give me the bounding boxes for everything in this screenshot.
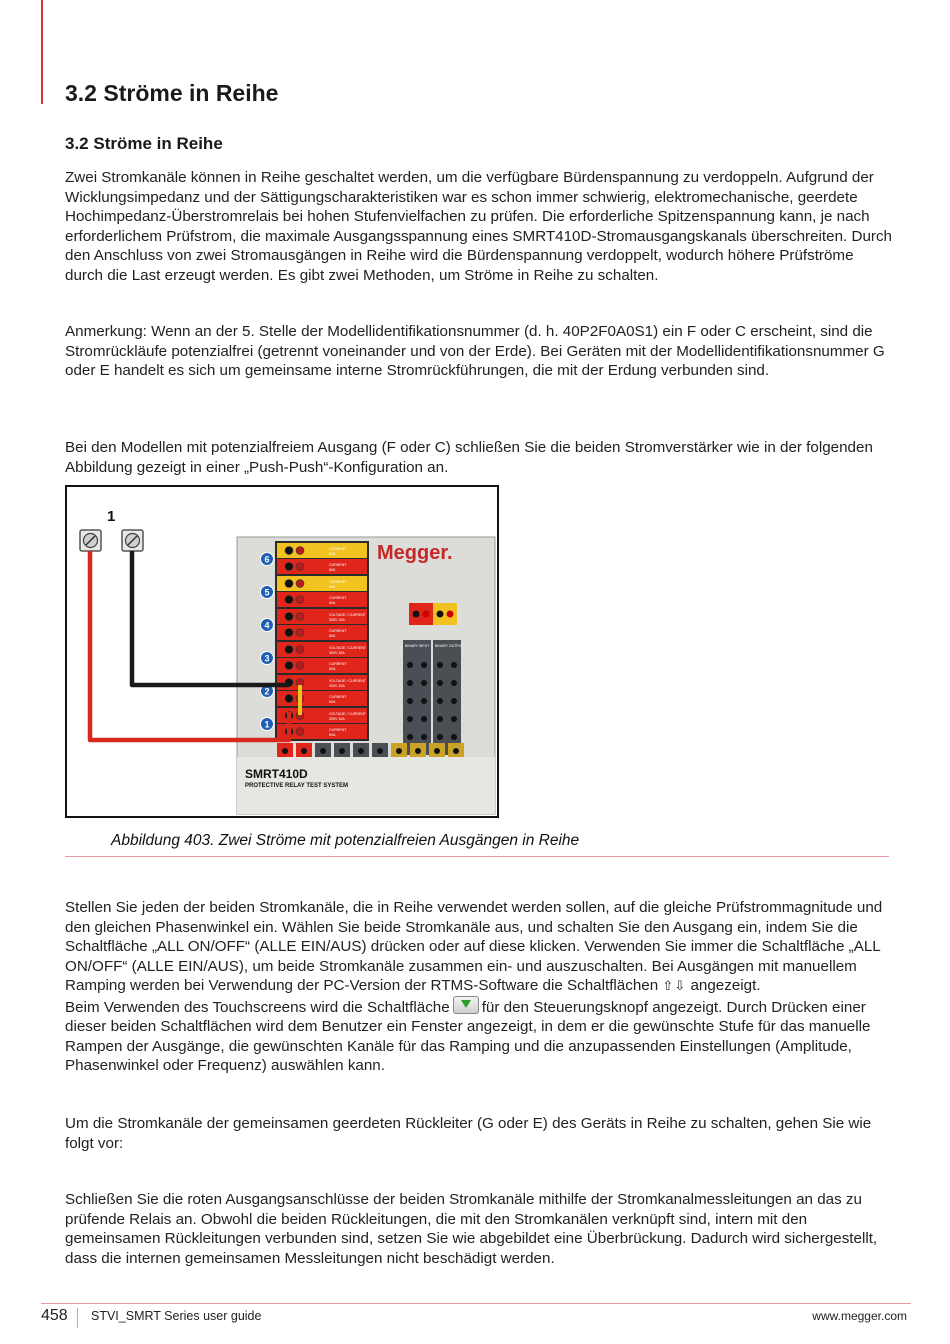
output-jack [285,695,293,703]
output-jack [296,728,304,736]
output-jack [296,646,304,654]
output-jack [285,596,293,604]
wiring-figure [65,485,499,818]
binary-jack [437,662,443,668]
knob-button-icon [453,996,479,1014]
grounded-paragraph: Um die Stromkanäle der gemeinsamen geerdeten Rückleiter (G oder E) des Geräts in Reihe zu schalten, gehen Sie wie folgt vor: [65,1115,872,1152]
settings-text-b: angezeigt. [690,977,761,994]
output-jack [285,580,293,588]
model-sublabel: PROTECTIVE RELAY TEST SYSTEM [245,783,349,789]
ramp-arrows-icon: ⇧⇩ [662,978,687,993]
output-jack [285,646,293,654]
output-jack [296,580,304,588]
settings-paragraph [65,898,895,1076]
binary-jack [407,716,413,722]
bottom-jack [301,748,307,754]
binary-jack [407,680,413,686]
binary-jack [437,716,443,722]
bottom-jack [434,748,440,754]
module-rating: 60A [329,634,336,638]
module-rating: 300V 15A [329,684,345,688]
channel-number: 4 [264,620,270,631]
caption-rule [65,856,889,857]
binary-jack [407,734,413,740]
floating-output-paragraph: Bei den Modellen mit potenzialfreiem Ausgang (F oder C) schließen Sie die beiden Stromverstärker wie in der folgenden Abbildung gezeigt in einer „Push-Push“-Konfiguration an. [65,439,873,476]
module-rating: 60A [329,733,336,737]
binary-input-label: BINARY INPUT [405,644,430,648]
module-rating: 60A [329,667,336,671]
megger-logo: Megger. [377,542,453,564]
module-label: CURRENT [329,629,347,633]
output-jack [285,563,293,571]
module-rating: 60A [329,585,336,589]
module-rating: 60A [329,700,336,704]
binary-jack [421,680,427,686]
output-jack [296,613,304,621]
bottom-jack [282,748,288,754]
bottom-jack [453,748,459,754]
output-jack [296,563,304,571]
module-label: VOLTAGE / CURRENT [329,679,367,683]
module-label: CURRENT [329,695,347,699]
binary-jack [451,680,457,686]
binary-jack [451,734,457,740]
bottom-jack [415,748,421,754]
module-label: CURRENT [329,547,347,551]
output-jack [296,629,304,637]
binary-jack [437,734,443,740]
output-jack [296,547,304,555]
relay-label: 1 [107,508,116,525]
page-number: 458 [41,1307,68,1324]
smrt410d-panel [237,537,495,814]
binary-jack [451,662,457,668]
module-label: VOLTAGE / CURRENT [329,712,367,716]
footer-divider [77,1308,78,1328]
settings-text-d: für den Steuerungsknopf angezeigt. Durch Drücken einer dieser beiden Schaltflächen wird dem Benutzer ein Fenster angezeigt, in dem er die gewünschte Stufe für das manuelle Rampen der Ausgänge, die gewünschten Kanäle für das Ramping und die anzupassenden Einstellungen (Amplitude, Phasenwinkel oder Frequenz) auswählen kann. [65,998,871,1074]
output-jack [285,662,293,670]
footer-rule [41,1303,911,1304]
binary-jack [421,734,427,740]
margin-accent-bar [41,0,43,104]
binary-jack [451,698,457,704]
channel-number: 3 [264,653,270,664]
binary-jack [437,698,443,704]
module-rating: 60A [329,552,336,556]
module-rating: 300V 15A [329,618,345,622]
relay-terminal-1 [80,530,101,551]
footer-guide-title: STVI_SMRT Series user guide [91,1309,262,1323]
footer-url: www.megger.com [812,1309,907,1323]
module-label: CURRENT [329,563,347,567]
output-jack [285,613,293,621]
output-jack [285,629,293,637]
module-rating: 60A [329,601,336,605]
binary-jack [407,698,413,704]
channel-number: 1 [264,719,270,730]
bottom-jack [396,748,402,754]
module-label: CURRENT [329,580,347,584]
output-jack [296,596,304,604]
bottom-jack [320,748,326,754]
note-paragraph: Anmerkung: Wenn an der 5. Stelle der Modellidentifikationsnummer (d. h. 40P2F0A0S1) ein F oder C erscheint, sind die Stromrückläufe potenzialfrei (getrennt voneinander und von der Erde). Bei Geräten mit der Modellidentifikationsnummer G oder E handelt es sich um gemeinsame interne Stromrückführungen, die mit der Erdung verbunden sind. [65,323,885,379]
bottom-jack [339,748,345,754]
bottom-jack [358,748,364,754]
bottom-jack [377,748,383,754]
intro-paragraph: Zwei Stromkanäle können in Reihe geschaltet werden, um die verfügbare Bürdenspannung zu verdoppeln. Aufgrund der Wicklungsimpedanz und der Sättigungscharakteristiken war es schon immer schwierig, elektromechanische, geerdete Hochimpedanz-Überstromrelais bei hohen Stufenvielfachen zu prüfen. Die erforderliche Spitzenspannung kann, je nach erforderlichem Prüfstrom, die maximale Ausgangsspannung eines SMRT410D-Stromausgangskanals überschreiten. Durch den Anschluss von zwei Stromausgängen in Reihe wird die Bürdenspannung verdoppelt, wodurch höhere Prüfströme durch die Last erzeugt werden. Es gibt zwei Methoden, um Ströme in Reihe zu schalten. [65,169,892,284]
module-label: CURRENT [329,596,347,600]
module-label: VOLTAGE / CURRENT [329,646,367,650]
settings-text-a: Stellen Sie jeden der beiden Stromkanäle, die in Reihe verwendet werden sollen, auf die gleiche Prüfstrommagnitude und den gleichen Phasenwinkel ein. Wählen Sie beide Stromkanäle aus, und schalten Sie den Ausgang ein, indem Sie die Schaltfläche „ALL ON/OFF“ (ALLE EIN/AUS) drücken oder auf diese klicken. Verwenden Sie immer die Schaltfläche „ALL ON/OFF“ (ALLE EIN/AUS), um beide Stromkanäle zusammen ein- und auszuschalten. Bei Ausgängen mit manuellem Ramping werden bei Verwendung der PC-Version der RTMS-Software die Schaltflächen [65,899,883,994]
binary-jack [407,662,413,668]
model-label: SMRT410D [245,767,308,781]
module-rating: 60A [329,568,336,572]
procedure-paragraph: Schließen Sie die roten Ausgangsanschlüsse der beiden Stromkanäle mithilfe der Stromkanalmessleitungen an das zu prüfende Relais an. Obwohl die beiden Rückleitungen, die mit den Stromkanälen verknüpft sind, intern mit den gemeinsamen Rückleitungen verbunden sind, setzen Sie wie abgebildet eine Überbrückung. Dadurch wird sichergestellt, dass die internen gemeinsamen Messleitungen nicht beschädigt werden. [65,1191,878,1267]
figure-caption: Abbildung 403. Zwei Ströme mit potenzialfreien Ausgängen in Reihe [111,832,580,849]
settings-text-c: Beim Verwenden des Touchscreens wird die Schaltfläche [65,998,450,1016]
module-label: VOLTAGE / CURRENT [329,613,367,617]
channel-number: 2 [264,686,270,697]
binary-jack [421,716,427,722]
channel-number: 5 [264,587,270,598]
relay-terminal-2 [122,530,143,551]
module-label: CURRENT [329,662,347,666]
module-rating: 300V 15A [329,651,345,655]
binary-jack [451,716,457,722]
module-label: CURRENT [329,728,347,732]
wiring-diagram [67,487,497,816]
binary-jack [437,680,443,686]
binary-output-label: BINARY OUTPUT [435,644,464,648]
section-subheading: 3.2 Ströme in Reihe [65,134,223,153]
section-heading: 3.2 Ströme in Reihe [65,80,279,106]
channel-number: 6 [264,554,270,565]
binary-jack [421,662,427,668]
binary-jack [421,698,427,704]
output-jack [296,662,304,670]
module-rating: 300V 15A [329,717,345,721]
output-jack [285,547,293,555]
